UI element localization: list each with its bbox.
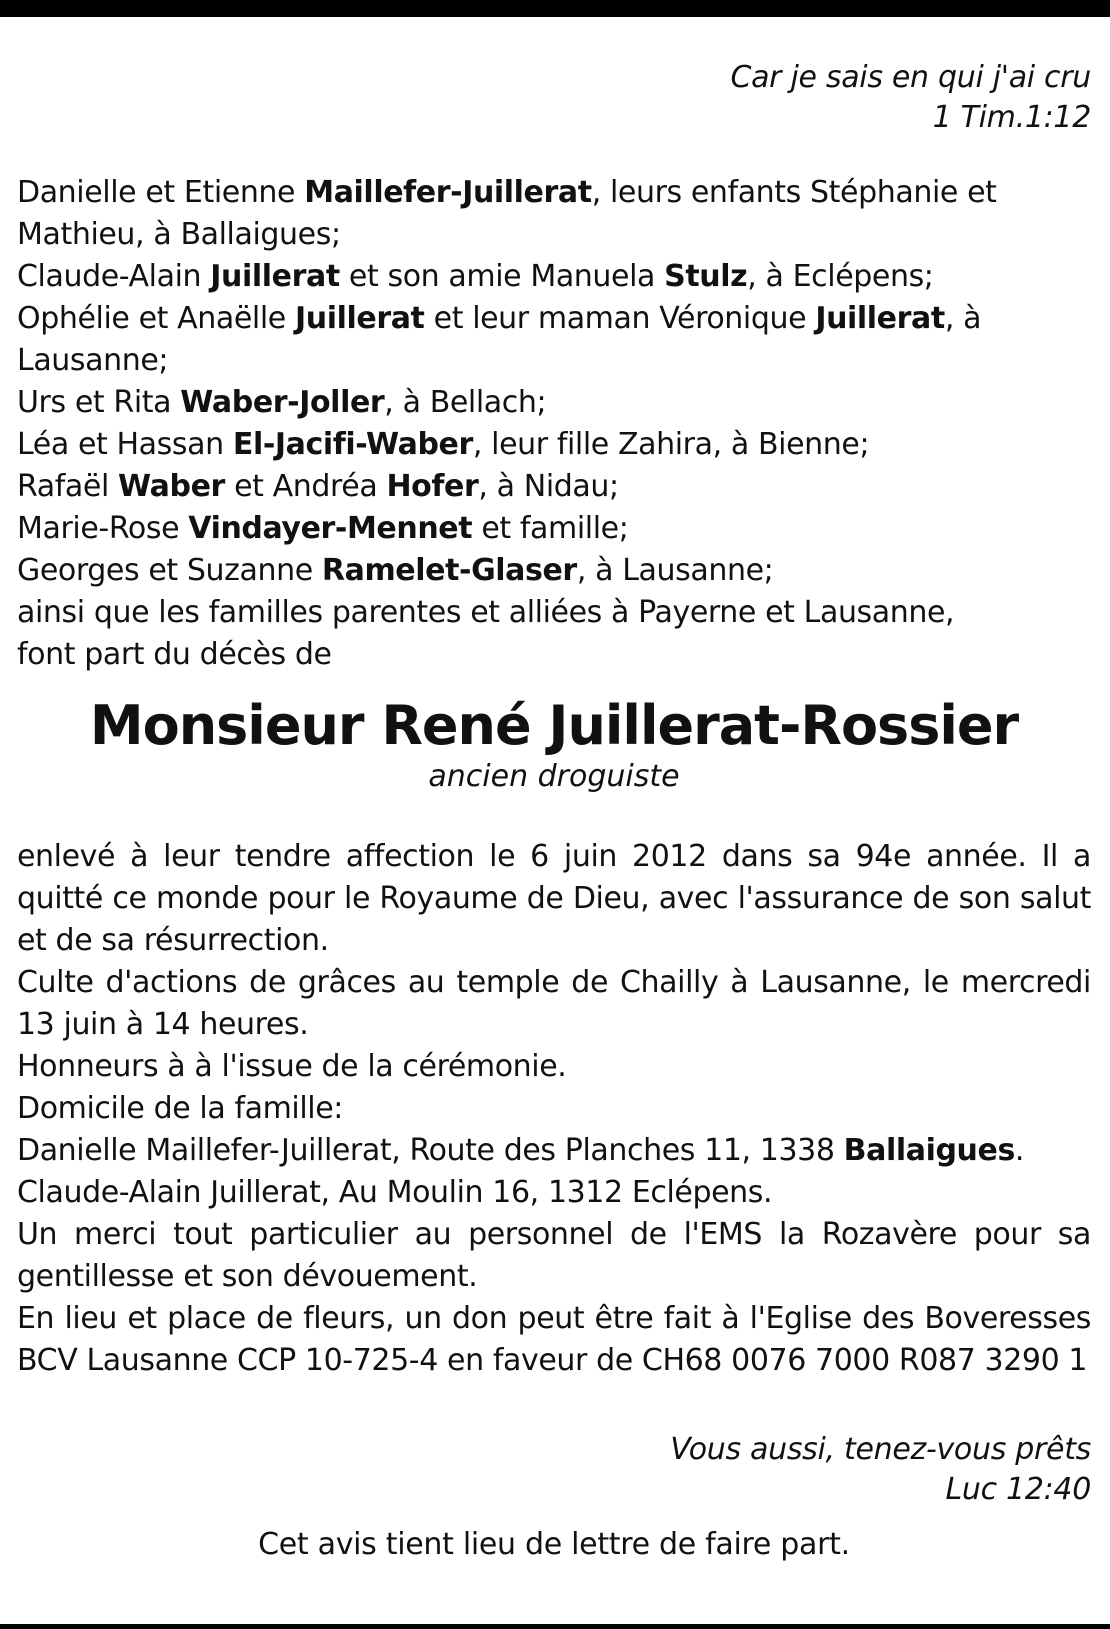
deceased-title: ancien droguiste [428,759,680,794]
text-segment: font part du décès de [17,637,332,672]
notice-body [17,836,1091,1382]
epigraph-reference: 1 Tim.1:12 [932,100,1091,135]
body-paragraph [17,1172,1091,1214]
text-segment: , à Eclépens; [747,259,934,294]
surname: El-Jacifi-Waber [232,427,473,462]
text-segment: Rafaël [17,469,119,504]
epigraph [17,58,1091,138]
text-segment: Claude-Alain Juillerat, Au Moulin 16, 1312 Eclépens. [17,1175,773,1210]
text-segment: ainsi que les familles parentes et alliées à Payerne et Lausanne, [17,595,955,630]
top-border-bar [0,0,1110,17]
body-paragraph [17,836,1091,962]
text-segment: , à Lausanne; [17,301,982,378]
text-segment: Culte d'actions de grâces au temple de Chailly à Lausanne, le mercredi 13 juin à 14 heures. [17,965,1091,1042]
family-line [17,550,1091,592]
body-paragraph [17,1214,1091,1298]
surname: Maillefer-Juillerat [304,175,592,210]
surname: Juillerat [295,301,425,336]
text-segment: et famille; [472,511,629,546]
surname: Juillerat [210,259,340,294]
obituary-notice [17,58,1091,1566]
surname: Ballaigues [843,1133,1015,1168]
family-line [17,466,1091,508]
surname: Stulz [664,259,748,294]
family-line [17,424,1091,466]
text-segment: Domicile de la famille: [17,1091,344,1126]
text-segment: Ophélie et Anaëlle [17,301,295,336]
text-segment: Léa et Hassan [17,427,233,462]
text-segment: enlevé à leur tendre affection le 6 juin 2012 dans sa 94e année. Il a quitté ce monde pour le Royaume de Dieu, avec l'assurance de son salut et de sa résurrection. [17,839,1091,958]
text-segment: . [1014,1133,1025,1168]
text-segment: , leurs enfants Stéphanie et Mathieu, à Ballaigues; [17,175,997,252]
text-segment: Georges et Suzanne [17,553,322,588]
family-line [17,592,1091,634]
surname: Juillerat [815,301,945,336]
family-line [17,634,1091,676]
family-line [17,256,1091,298]
text-segment: Urs et Rita [17,385,181,420]
text-segment: , à Bellach; [384,385,547,420]
text-segment: et leur maman Véronique [424,301,816,336]
text-segment: Danielle Maillefer-Juillerat, Route des Planches 11, 1338 [17,1133,844,1168]
family-line [17,382,1091,424]
surname: Hofer [386,469,479,504]
text-segment: Honneurs à à l'issue de la cérémonie. [17,1049,567,1084]
text-segment: , leur fille Zahira, à Bienne; [472,427,870,462]
body-paragraph [17,1046,1091,1088]
surname: Ramelet-Glaser [321,553,577,588]
surname: Waber-Joller [180,385,385,420]
text-segment: En lieu et place de fleurs, un don peut être fait à l'Eglise des Boveresses BCV Lausanne CCP 10-725-4 en faveur de CH68 0076 7000 R087 3290 1 [17,1301,1091,1378]
text-segment: et son amie Manuela [339,259,665,294]
body-paragraph [17,1130,1091,1172]
closing-verse-text: Vous aussi, tenez-vous prêts [670,1432,1091,1467]
text-segment: Danielle et Etienne [17,175,305,210]
family-line [17,298,1091,382]
footer-note: Cet avis tient lieu de lettre de faire part. [258,1527,850,1562]
surname: Vindayer-Mennet [188,511,473,546]
text-segment: , à Nidau; [478,469,619,504]
family-list [17,172,1091,676]
body-paragraph [17,962,1091,1046]
body-paragraph [17,1088,1091,1130]
text-segment: , à Lausanne; [576,553,774,588]
bottom-border-rule [0,1624,1110,1629]
text-segment: Un merci tout particulier au personnel de l'EMS la Rozavère pour sa gentillesse et son dévouement. [17,1217,1091,1294]
surname: Waber [118,469,225,504]
text-segment: Marie-Rose [17,511,189,546]
deceased-name: Monsieur René Juillerat-Rossier [89,694,1019,757]
family-line [17,172,1091,256]
family-line [17,508,1091,550]
epigraph-text: Car je sais en qui j'ai cru [730,60,1091,95]
closing-verse-reference: Luc 12:40 [945,1472,1091,1507]
text-segment: et Andréa [224,469,387,504]
body-paragraph [17,1298,1091,1382]
text-segment: Claude-Alain [17,259,211,294]
closing-verse [17,1430,1091,1510]
